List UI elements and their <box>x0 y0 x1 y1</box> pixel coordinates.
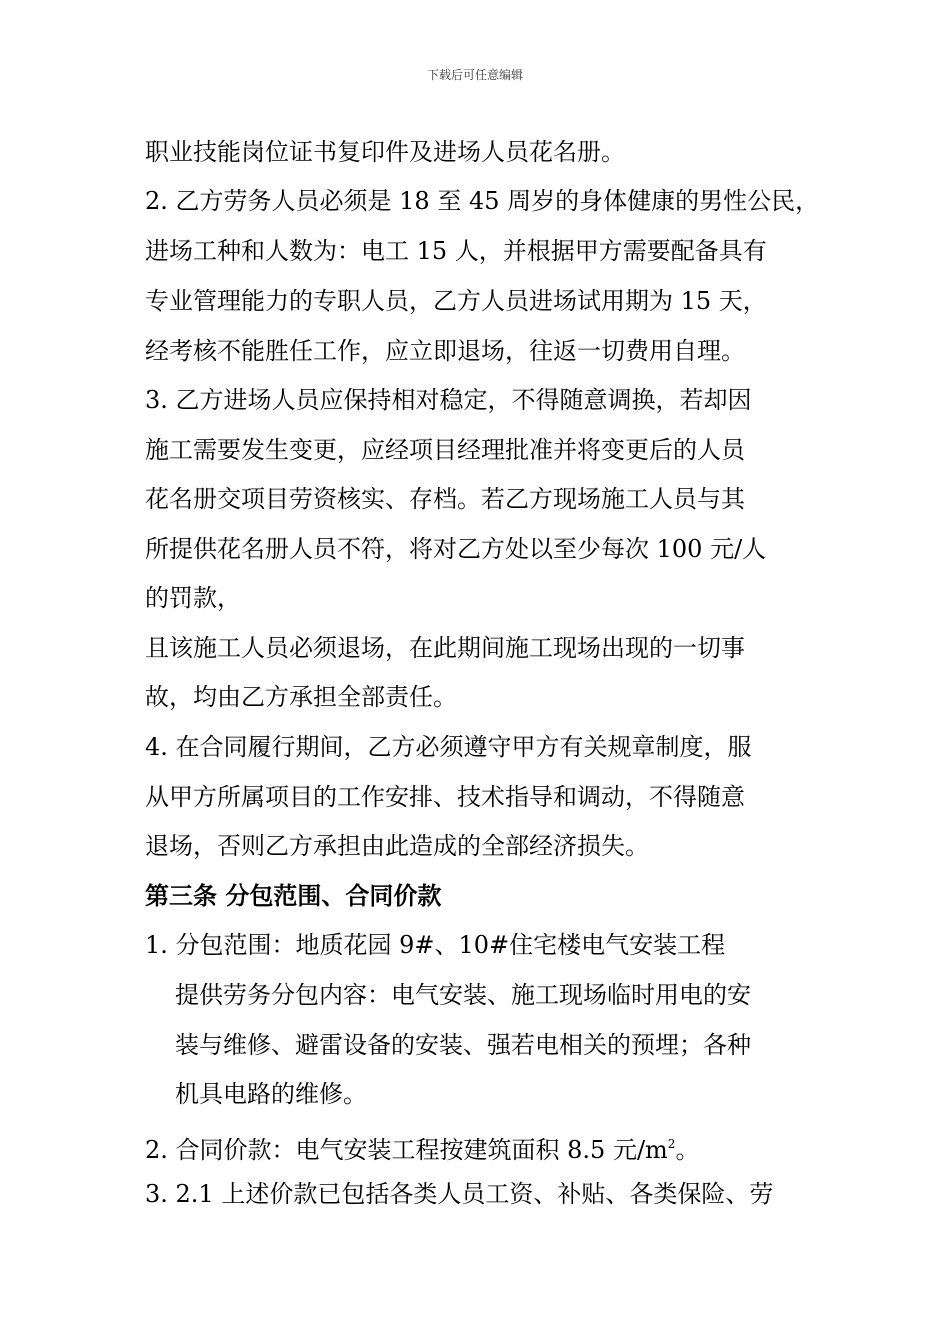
text-line: 1. 分包范围：地质花园 9#、10#住宅楼电气安装工程 <box>145 931 726 959</box>
text-line: 且该施工人员必须退场，在此期间施工现场出现的一切事 <box>145 634 745 662</box>
price-suffix: 。 <box>675 1136 700 1164</box>
text-line: 2. 乙方劳务人员必须是 18 至 45 周岁的身体健康的男性公民， <box>145 187 820 215</box>
price-text: 2. 合同价款：电气安装工程按建筑面积 8.5 元/m <box>145 1136 668 1164</box>
text-line: 退场，否则乙方承担由此造成的全部经济损失。 <box>145 832 649 860</box>
text-line: 装与维修、避雷设备的安装、强若电相关的预埋；各种 <box>175 1031 751 1059</box>
text-line: 机具电路的维修。 <box>175 1080 367 1108</box>
text-line: 所提供花名册人员不符，将对乙方处以至少每次 100 元/人 <box>145 535 767 563</box>
text-line: 花名册交项目劳资核实、存档。若乙方现场施工人员与其 <box>145 485 745 513</box>
text-line: 施工需要发生变更，应经项目经理批准并将变更后的人员 <box>145 436 745 464</box>
text-line: 从甲方所属项目的工作安排、技术指导和调动，不得随意 <box>145 783 745 811</box>
text-line: 提供劳务分包内容：电气安装、施工现场临时用电的安 <box>175 981 751 1009</box>
text-line: 职业技能岗位证书复印件及进场人员花名册。 <box>145 138 625 166</box>
text-line: 专业管理能力的专职人员，乙方人员进场试用期为 15 天， <box>145 287 767 315</box>
text-line: 经考核不能胜任工作，应立即退场，往返一切费用自理。 <box>145 337 745 365</box>
text-line: 4. 在合同履行期间，乙方必须遵守甲方有关规章制度，服 <box>145 733 752 761</box>
text-line: 3. 2.1 上述价款已包括各类人员工资、补贴、各类保险、劳 <box>145 1180 774 1208</box>
text-line: 3. 乙方进场人员应保持相对稳定，不得随意调换，若却因 <box>145 386 752 414</box>
price-line <box>145 1129 699 1165</box>
section-heading: 第三条 分包范围、合同价款 <box>145 882 442 910</box>
page-header: 下载后可任意编辑 <box>426 68 523 82</box>
text-line: 故，均由乙方承担全部责任。 <box>145 683 457 711</box>
price-superscript: 2 <box>667 1137 676 1151</box>
text-line: 进场工种和人数为：电工 15 人，并根据甲方需要配备具有 <box>145 237 767 265</box>
text-line: 的罚款， <box>145 584 241 612</box>
